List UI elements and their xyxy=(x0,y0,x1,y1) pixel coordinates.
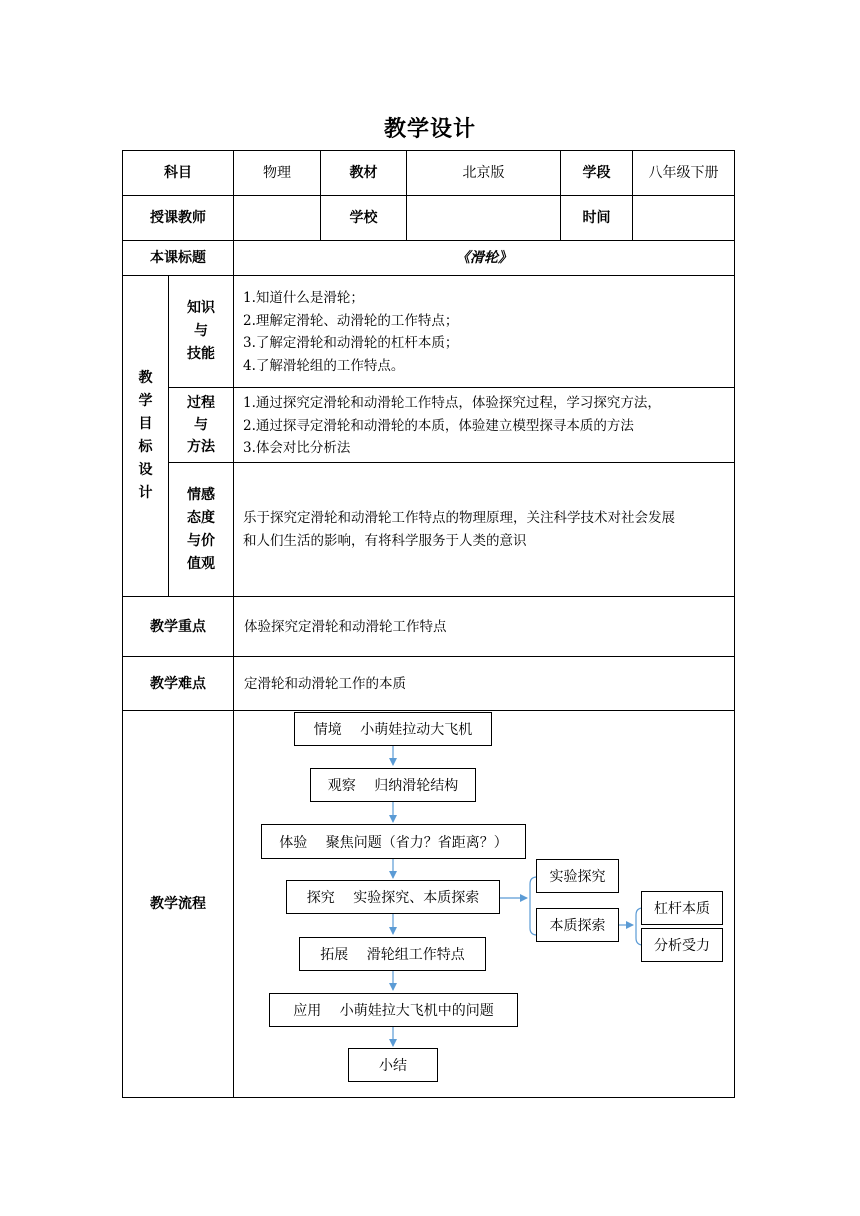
objectives-label-char: 教 xyxy=(138,370,153,386)
textbook-label: 教材 xyxy=(349,165,378,181)
page-title: 教学设计 xyxy=(383,117,476,142)
attitude-item: 乐于探究定滑轮和动滑轮工作特点的物理原理，关注科学技术对社会发展 xyxy=(243,510,675,526)
knowledge-label-line: 技能 xyxy=(187,346,215,362)
topic-label: 本课标题 xyxy=(150,250,206,266)
objectives-label-char: 学 xyxy=(138,393,153,409)
school-label: 学校 xyxy=(349,210,378,226)
teacher-label: 授课教师 xyxy=(150,210,206,226)
attitude-label-line: 情感 xyxy=(187,486,215,503)
flow-branch-essence: 本质探索 xyxy=(536,908,619,942)
flow-step-experience: 体验 聚焦问题（省力？省距离？） xyxy=(261,824,526,859)
process-label-line: 方法 xyxy=(187,439,215,455)
topic-value: 《滑轮》 xyxy=(456,250,512,266)
attitude-label-line: 与价 xyxy=(187,532,215,549)
process-item: 2.通过探寻定滑轮和动滑轮的本质，体验建立模型探寻本质的方法 xyxy=(243,417,634,434)
knowledge-item: 1.知道什么是滑轮； xyxy=(243,290,364,306)
process-item: 3.体会对比分析法 xyxy=(243,440,351,456)
flow-step-observe: 观察 归纳滑轮结构 xyxy=(310,768,476,802)
grade-value: 八年级下册 xyxy=(648,165,719,181)
objectives-label-char: 目 xyxy=(138,416,153,432)
objectives-label-char: 标 xyxy=(138,439,153,455)
key-point-label: 教学重点 xyxy=(150,618,206,635)
attitude-label-line: 态度 xyxy=(187,509,215,526)
process-item: 1.通过探究定滑轮和动滑轮工作特点，体验探究过程，学习探究方法， xyxy=(243,395,661,411)
flow-step-explore: 探究 实验探究、本质探索 xyxy=(286,880,500,914)
attitude-item: 和人们生活的影响，有将科学服务于人类的意识 xyxy=(243,533,527,549)
knowledge-label-line: 知识 xyxy=(187,300,215,316)
process-label-line: 过程 xyxy=(187,395,215,411)
time-label: 时间 xyxy=(582,210,611,226)
attitude-label-line: 值观 xyxy=(187,555,215,572)
flow-branch-experiment: 实验探究 xyxy=(536,859,619,893)
knowledge-item: 2.理解定滑轮、动滑轮的工作特点； xyxy=(243,312,459,329)
textbook-value: 北京版 xyxy=(462,165,505,181)
flow-step-context: 情境 小萌娃拉动大飞机 xyxy=(294,712,492,746)
knowledge-item: 3.了解定滑轮和动滑轮的杠杆本质； xyxy=(243,335,459,351)
flow-step-summary: 小结 xyxy=(348,1048,438,1082)
subject-label: 科目 xyxy=(164,165,192,181)
process-label-line: 与 xyxy=(194,417,208,433)
difficulty-value: 定滑轮和动滑轮工作的本质 xyxy=(244,675,406,692)
knowledge-item: 4.了解滑轮组的工作特点。 xyxy=(243,357,405,374)
flow-sub-lever: 杠杆本质 xyxy=(641,891,723,925)
flow-label: 教学流程 xyxy=(150,896,206,912)
difficulty-label: 教学难点 xyxy=(150,675,206,692)
objectives-label-char: 设 xyxy=(138,462,153,478)
knowledge-label-line: 与 xyxy=(194,323,208,339)
subject-value: 物理 xyxy=(263,165,291,181)
flow-step-apply: 应用 小萌娃拉大飞机中的问题 xyxy=(269,993,518,1027)
flow-step-extend: 拓展 滑轮组工作特点 xyxy=(299,937,486,971)
objectives-label-char: 计 xyxy=(138,485,153,501)
grade-label: 学段 xyxy=(582,165,611,181)
flow-sub-force: 分析受力 xyxy=(641,928,723,962)
key-point-value: 体验探究定滑轮和动滑轮工作特点 xyxy=(244,618,447,635)
